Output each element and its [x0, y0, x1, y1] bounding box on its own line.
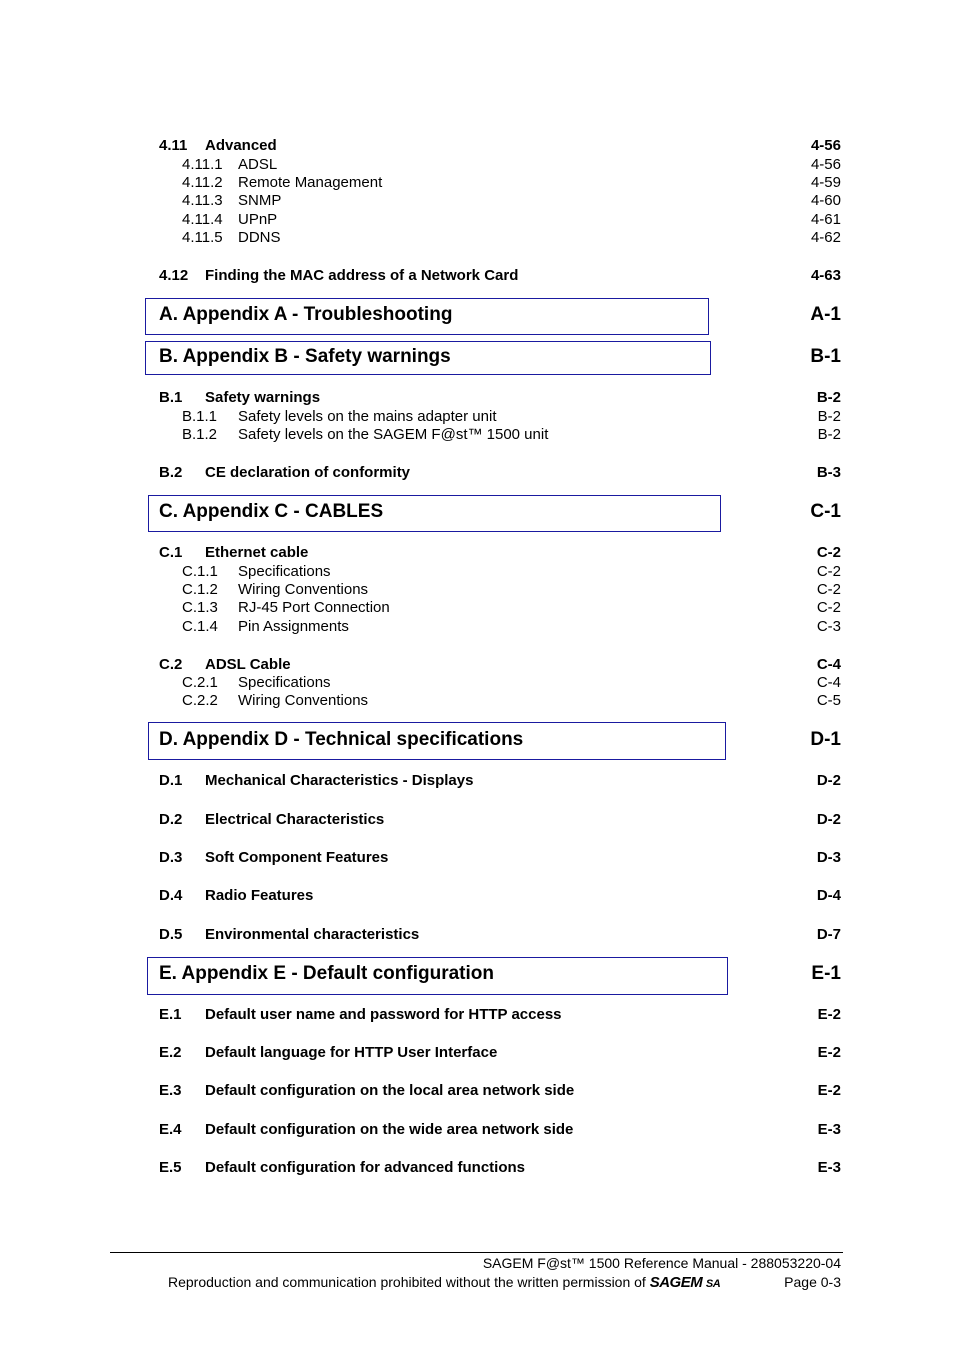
toc-page: B-2: [817, 408, 841, 425]
toc-page: B-3: [816, 464, 841, 481]
toc-page: D-3: [816, 849, 841, 866]
toc-page: C-1: [810, 501, 841, 522]
toc-number: 4.11.2: [182, 174, 223, 191]
toc-number: C.1.4: [182, 618, 218, 635]
footer-page-number: Page 0-3: [784, 1274, 841, 1290]
toc-entry[interactable]: [159, 617, 841, 636]
toc-title: Specifications: [238, 674, 331, 691]
toc-appendix-title: E. Appendix E - Default configuration: [159, 963, 494, 984]
toc-appendix-title: B. Appendix B - Safety warnings: [159, 346, 451, 367]
toc-page: 4-56: [810, 156, 841, 173]
toc-page: 4-63: [810, 267, 841, 284]
footer-manual-title: SAGEM F@st™ 1500 Reference Manual - 288053220-04: [482, 1255, 841, 1271]
toc-number: B.1.1: [182, 408, 218, 425]
toc-number: C.2.1: [182, 674, 218, 691]
toc-number: 4.11.3: [182, 192, 223, 209]
toc-number: E.3: [159, 1082, 182, 1099]
footer-notice: [168, 1274, 720, 1293]
toc-number: C.1.1: [182, 563, 218, 580]
toc-entry[interactable]: [159, 228, 841, 247]
toc-page: 4-56: [810, 137, 841, 154]
toc-appendix-c[interactable]: [145, 495, 841, 535]
toc-number: E.2: [159, 1044, 182, 1061]
toc-title: Safety warnings: [205, 389, 321, 406]
toc-page: 4-60: [810, 192, 841, 209]
toc-page: D-1: [810, 729, 841, 750]
toc-entry[interactable]: [159, 925, 841, 944]
toc-number: E.5: [159, 1159, 182, 1176]
toc-page: C-5: [816, 692, 841, 709]
toc-entry[interactable]: [159, 848, 841, 867]
toc-title: Default configuration on the wide area network side: [205, 1121, 574, 1138]
toc-number: C.2.2: [182, 692, 218, 709]
toc-appendix-title: D. Appendix D - Technical specifications: [159, 729, 524, 750]
toc-number: 4.11.4: [182, 211, 223, 228]
footer-divider: [110, 1252, 843, 1253]
toc-page: 4-62: [810, 229, 841, 246]
toc-entry[interactable]: [159, 543, 841, 562]
toc-title: SNMP: [238, 192, 282, 209]
toc-entry[interactable]: [159, 266, 841, 285]
toc-number: C.1.2: [182, 581, 218, 598]
toc-page: C-2: [816, 581, 841, 598]
toc-title: Specifications: [238, 563, 331, 580]
toc-entry[interactable]: [159, 155, 841, 174]
toc-title: Wiring Conventions: [238, 581, 369, 598]
toc-page: E-2: [817, 1044, 841, 1061]
logo-text: SAGEM: [649, 1274, 703, 1291]
toc-number: 4.11.5: [182, 229, 223, 246]
toc-appendix-e[interactable]: [145, 957, 841, 997]
toc-page: E-3: [817, 1121, 841, 1138]
toc-number: 4.11: [159, 137, 188, 154]
toc-entry[interactable]: [159, 463, 841, 482]
toc-page: C-2: [816, 599, 841, 616]
toc-entry[interactable]: [159, 1043, 841, 1062]
toc-number: C.1: [159, 544, 183, 561]
toc-page: 4-61: [810, 211, 841, 228]
toc-title: Advanced: [205, 137, 277, 154]
toc-title: Safety levels on the SAGEM F@st™ 1500 unit: [238, 426, 549, 443]
toc-number: D.2: [159, 811, 183, 828]
toc-number: B.1.2: [182, 426, 218, 443]
toc-number: B.1: [159, 389, 183, 406]
toc-page: A-1: [810, 304, 841, 325]
toc-page: B-2: [816, 389, 841, 406]
toc-number: E.1: [159, 1006, 182, 1023]
toc-title: CE declaration of conformity: [205, 464, 411, 481]
toc-title: Ethernet cable: [205, 544, 309, 561]
toc-appendix-d[interactable]: [145, 722, 841, 762]
toc-page: B-1: [810, 346, 841, 367]
toc-page: C-4: [816, 674, 841, 691]
toc-number: B.2: [159, 464, 183, 481]
toc-page: D-7: [816, 926, 841, 943]
toc-page: E-2: [817, 1006, 841, 1023]
toc-entry[interactable]: [159, 1120, 841, 1139]
toc-number: 4.12: [159, 267, 189, 284]
toc-title: ADSL Cable: [205, 656, 291, 673]
toc-entry[interactable]: [159, 210, 841, 229]
toc-page: B-2: [817, 426, 841, 443]
toc-title: Pin Assignments: [238, 618, 349, 635]
toc-page: E-2: [817, 1082, 841, 1099]
toc-page: D-4: [816, 887, 841, 904]
toc-appendix-a[interactable]: [145, 298, 841, 338]
toc-appendix-title: C. Appendix C - CABLES: [159, 501, 384, 522]
toc-entry[interactable]: [159, 691, 841, 710]
toc-page: E-3: [817, 1159, 841, 1176]
toc-entry[interactable]: [159, 673, 841, 692]
toc-number: D.1: [159, 772, 183, 789]
toc-entry[interactable]: [159, 1081, 841, 1100]
toc-title: Default configuration on the local area network side: [205, 1082, 575, 1099]
toc-entry[interactable]: [159, 598, 841, 617]
toc-number: C.2: [159, 656, 183, 673]
toc-number: D.3: [159, 849, 183, 866]
toc-page: 4-59: [810, 174, 841, 191]
toc-appendix-title: A. Appendix A - Troubleshooting: [159, 304, 453, 325]
toc-title: Default user name and password for HTTP access: [205, 1006, 562, 1023]
toc-title: Default configuration for advanced functions: [205, 1159, 526, 1176]
toc-page: C-4: [816, 656, 841, 673]
toc-number: D.5: [159, 926, 183, 943]
toc-entry[interactable]: [159, 562, 841, 581]
toc-entry[interactable]: [159, 407, 841, 426]
toc-title: DDNS: [238, 229, 281, 246]
footer-notice-text: Reproduction and communication prohibited without the written permission of: [168, 1274, 646, 1290]
toc-page: C-2: [816, 544, 841, 561]
toc-entry[interactable]: [159, 810, 841, 829]
toc-appendix-b[interactable]: [145, 341, 841, 381]
toc-title: Safety levels on the mains adapter unit: [238, 408, 497, 425]
toc-page: E-1: [811, 963, 841, 984]
toc-title: Wiring Conventions: [238, 692, 369, 709]
toc-entry[interactable]: [159, 771, 841, 790]
toc-page: C-3: [816, 618, 841, 635]
toc-title: ADSL: [238, 156, 278, 173]
toc-number: E.4: [159, 1121, 182, 1138]
toc-entry[interactable]: [159, 580, 841, 599]
toc-title: Environmental characteristics: [205, 926, 420, 943]
toc-entry[interactable]: [159, 136, 841, 155]
sagem-logo: [650, 1274, 720, 1291]
toc-title: Radio Features: [205, 887, 314, 904]
toc-entry[interactable]: [159, 388, 841, 407]
toc-entry[interactable]: [159, 191, 841, 210]
toc-title: UPnP: [238, 211, 278, 228]
toc-title: Default language for HTTP User Interface: [205, 1044, 498, 1061]
toc-number: C.1.3: [182, 599, 218, 616]
toc-title: Mechanical Characteristics - Displays: [205, 772, 474, 789]
toc-entry[interactable]: [159, 655, 841, 674]
logo-suffix: SA: [705, 1278, 721, 1290]
toc-entry[interactable]: [159, 886, 841, 905]
toc-page: D-2: [816, 772, 841, 789]
toc-number: D.4: [159, 887, 183, 904]
toc-page: C-2: [816, 563, 841, 580]
toc-entry[interactable]: [159, 1005, 841, 1024]
toc-title: Remote Management: [238, 174, 383, 191]
toc-number: 4.11.1: [182, 156, 223, 173]
toc-entry[interactable]: [159, 1158, 841, 1177]
toc-entry[interactable]: [159, 425, 841, 444]
toc-title: RJ-45 Port Connection: [238, 599, 390, 616]
toc-entry[interactable]: [159, 173, 841, 192]
toc-page: D-2: [816, 811, 841, 828]
toc-title: Soft Component Features: [205, 849, 389, 866]
toc-title: Finding the MAC address of a Network Card: [205, 267, 519, 284]
toc-title: Electrical Characteristics: [205, 811, 385, 828]
